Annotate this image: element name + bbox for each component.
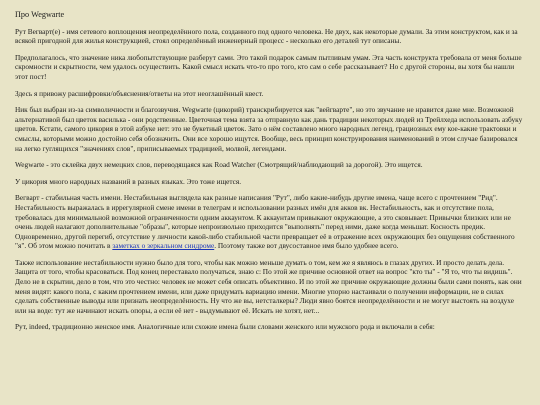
paragraph-text: . Поэтому также вот двусоставное имя было удобнее всего.	[214, 241, 399, 251]
paragraph: Здесь я привожу расшифровки/объяснения/ответы на этот неоглашённый квест.	[15, 88, 264, 98]
paragraph: Предполагалось, что значение ника любопытствующие разберут сами. Это такой подарок самым пытливым умам. Эта часть конструкта требовала от меня больше скромности и скрытности, чем удалось осуществить. Какой смысл искать что-то про того, кто сам о себе рассказывает? Но с другой стороны, вы хотя бы нашли этот пост!	[15, 52, 522, 81]
paragraph: Рут Вегварт(е) - имя сетевого воплощения неопределённого пола, созданного под одного человека. Не двух, как некоторые думали. За этим конструктом, как и за всякой пригодной для жилья конструкцией, стоял определённый инженерный процесс - несколько его деталей тут описаны.	[15, 26, 518, 46]
paragraph: Рут, indeed, традиционно женское имя. Аналогичные или схожие имена были словами женского или мужского рода и включали в себя:	[15, 322, 435, 332]
mirror-syndrome-link[interactable]: заметках о зеркальном синдроме	[112, 241, 215, 251]
paragraph-with-link	[15, 193, 525, 251]
paragraph: Также использование нестабильности нужно было для того, чтобы как можно меньше думать о том, кем же я являюсь в глазах других. И просто делать дела. Защита от того, чтобы красоваться. Под конец переставало получаться, знаю с: По этой же причине основной ответ на вопрос "кто ты" - "Я то, что ты видишь". Дело не в скрытии, дело в том, что это честно: человек не может себя описать объективно. И по этой же причине окружающие должны были сами понять, как они меня видят: какого пола, с каким прочтением имени, или даже придумать вариацию имени. Многие упорно настаивали о получении информации, не в силах сделать собственные выводы или признать неопределённость. Ну что же вы, нетсталкеры? Люди явно боятся неопределённости и не могут выстоять на воздухе или на воде: тут же начинают искать опоры, а если её нет - выдумывают её. Искать не хотят, нет...	[15, 257, 522, 315]
page-title: Про Wegwarte	[15, 10, 65, 19]
paragraph: У цикория много народных названий в разных языках. Это тоже ищется.	[15, 176, 242, 186]
paragraph-text: Вегварт - стабильная часть имени. Нестабильная выглядела как разные написания "Рут", либо какие-нибудь другие имена, чаще всего с прочтением "Рид". Нестабильность выражалась в иррегулярной смене имени в телеграм и использовании разных имён для акков вк. Нестабильность, как и отсутствие пола, требовалась для минимальной возможной ограниченности одним аккаунтом. К аккаунтам привыкают окружающие, а это сковывает. Привычки близких или не очень людей налагают дополнительные "образы", которые непроизвольно приходится "выполнять" перед ними, даже когда меньшат. Косность предик. Одновременно, другой перегиб, отсутствие у личности какой-либо стабильной части превращает её в отражение всех окружающих без ощущения собственного "я". Об этом можно почитать в	[15, 193, 515, 251]
paragraph: Wegwarte - это склейка двух немецких слов, переводящаяся как Road Watcher (Смотрящий/наблюдающий за дорогой). Это ищется.	[15, 160, 423, 170]
paragraph: Ник был выбран из-за символичности и благозвучия. Wegwarte (цикорий) транскрибируется как "вейгварте", но это звучание не нравится даже мне. Возможной альтернативой был цветок василька - они родственные. Цветочная тема взята за отправную как дань традиции некоторых людей из Трейлхеда использовать азбуку цветов. Кстати, самого цикория в этой азбуке нет: это не букетный цветок. Зато о нём составлено много народных легенд, грациозных ему кое-какие трактовки и смыслы, которыми можно достойно себя обозначить. Они все хорошо ищутся. Вообще, весь принцип конструирования наименований в этом случае базировался на легко гуглящихся "значениях слов", приписываемых традицией, молвой, легендами.	[15, 105, 523, 153]
